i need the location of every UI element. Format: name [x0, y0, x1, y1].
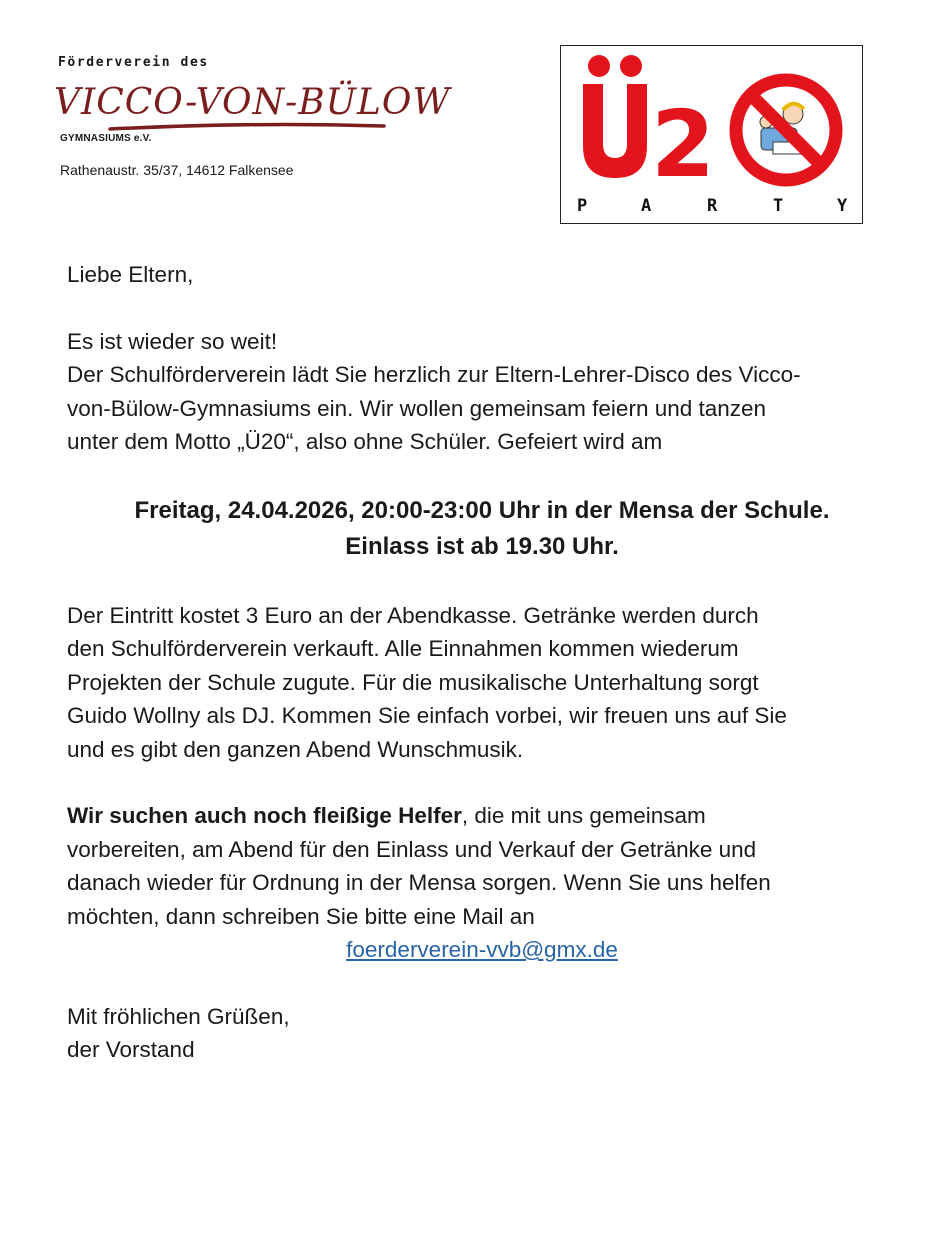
info-line-1: den Schulförderverein verkauft. Alle Einnahmen kommen wiederum — [67, 636, 739, 661]
event-details — [67, 493, 897, 565]
intro-line-1: Der Schulförderverein lädt Sie herzlich zur Eltern-Lehrer-Disco des Vicco- — [67, 362, 801, 387]
u20-party-logo — [560, 45, 863, 224]
helper-line-3: möchten, dann schreiben Sie bitte eine Mail an — [67, 903, 535, 929]
salutation: Liebe Eltern, — [67, 262, 194, 287]
party-letter-r: R — [707, 196, 718, 216]
letter-body — [67, 258, 897, 1067]
party-letter-a: A — [641, 196, 652, 216]
helper-line-1: vorbereiten, am Abend für den Einlass und Verkauf der Getränke und — [67, 836, 757, 862]
org-logo-underline — [110, 125, 384, 129]
info-line-2: Projekten der Schule zugute. Für die musikalische Unterhaltung sorgt — [67, 669, 759, 695]
event-entry-line: Einlass ist ab 19.30 Uhr. — [345, 532, 619, 560]
intro-line-2: von-Bülow-Gymnasiums ein. Wir wollen gemeinsam feiern und tanzen — [67, 395, 767, 421]
closing-line-0: Mit fröhlichen Grüßen, — [67, 1003, 290, 1029]
email-link[interactable]: foerderverein-vvb@gmx.de — [346, 937, 618, 962]
org-logo — [50, 74, 451, 136]
info-line-3: Guido Wollny als DJ. Kommen Sie einfach vorbei, wir freuen uns auf Sie — [67, 703, 787, 728]
intro-line-3: unter dem Motto „Ü20“, also ohne Schüler. Gefeiert wird am — [67, 429, 663, 454]
digit-two-shape: 2 — [651, 91, 716, 198]
email-line — [67, 933, 897, 967]
helper-line-2: danach wieder für Ordnung in der Mensa sorgen. Wenn Sie uns helfen — [67, 870, 771, 895]
letter-u-shape — [583, 84, 647, 178]
helper-rest-text: , die mit uns gemeinsam — [461, 803, 706, 828]
intro-line-0: Es ist wieder so weit! — [67, 328, 278, 354]
event-date-line: Freitag, 24.04.2026, 20:00-23:00 Uhr in der Mensa der Schule. — [134, 496, 830, 524]
party-letter-p: P — [577, 196, 588, 216]
umlaut-dot-right — [620, 55, 642, 77]
info-line-4: und es gibt den ganzen Abend Wunschmusik. — [67, 736, 524, 762]
helper-line-0 — [67, 799, 897, 833]
letterhead — [0, 0, 940, 240]
party-letter-y: Y — [837, 196, 848, 216]
party-letter-t: T — [773, 196, 784, 216]
org-logo-text: VICCO-VON-BÜLOW — [54, 82, 451, 123]
org-subtitle: GYMNASIUMS e.V. — [60, 133, 152, 144]
umlaut-dot-left — [588, 55, 610, 77]
closing-line-1: der Vorstand — [67, 1037, 195, 1062]
info-line-0: Der Eintritt kostet 3 Euro an der Abendkasse. Getränke werden durch — [67, 602, 759, 628]
org-prefix: Förderverein des — [58, 55, 209, 70]
org-address: Rathenaustr. 35/37, 14612 Falkensee — [60, 162, 294, 178]
helper-bold-text: Wir suchen auch noch fleißige Helfer — [67, 803, 462, 828]
